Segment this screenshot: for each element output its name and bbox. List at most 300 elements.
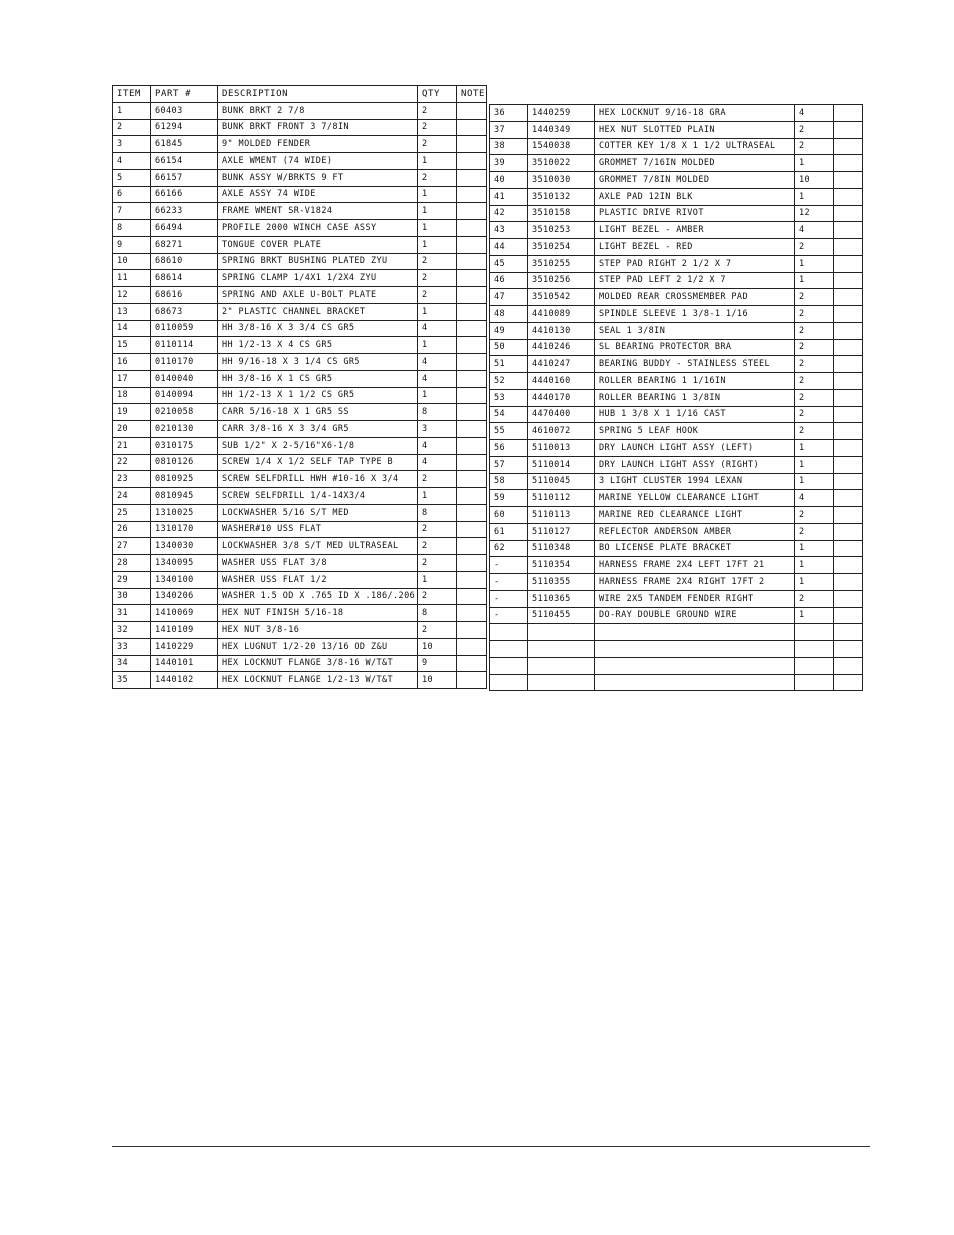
cell-item: - — [490, 557, 528, 574]
cell-item: 27 — [113, 538, 151, 555]
table-row — [113, 270, 487, 287]
cell-part-number: 68610 — [151, 253, 218, 270]
cell-note — [457, 638, 487, 655]
table-row — [490, 523, 863, 540]
cell-part-number: 5110348 — [528, 540, 595, 557]
table-row — [113, 672, 487, 689]
cell-description: GROMMET 7/16IN MOLDED — [595, 155, 795, 172]
cell-note — [457, 370, 487, 387]
table-row — [113, 119, 487, 136]
table-row — [490, 289, 863, 306]
cell-note — [834, 389, 863, 406]
cell-part-number: 0210130 — [151, 421, 218, 438]
cell-note — [834, 590, 863, 607]
table-row — [490, 574, 863, 591]
cell-part-number: 3510158 — [528, 205, 595, 222]
cell-description: LIGHT BEZEL - RED — [595, 239, 795, 256]
cell-note — [457, 538, 487, 555]
cell-description: SUB 1/2" X 2-5/16"X6-1/8 — [218, 437, 418, 454]
table-row — [113, 471, 487, 488]
cell-part-number: 3510254 — [528, 239, 595, 256]
cell-qty: 1 — [418, 387, 457, 404]
cell-item: 59 — [490, 490, 528, 507]
cell-item: 61 — [490, 523, 528, 540]
cell-item: 43 — [490, 222, 528, 239]
cell-description: HH 1/2-13 X 4 CS GR5 — [218, 337, 418, 354]
cell-note — [834, 239, 863, 256]
cell-item: 28 — [113, 555, 151, 572]
table-row — [113, 387, 487, 404]
cell-item: 40 — [490, 172, 528, 189]
cell-description: AXLE ASSY 74 WIDE — [218, 186, 418, 203]
cell-qty: 2 — [418, 270, 457, 287]
table-row — [490, 440, 863, 457]
cell-item: 10 — [113, 253, 151, 270]
cell-description: PLASTIC DRIVE RIVOT — [595, 205, 795, 222]
cell-description: DRY LAUNCH LIGHT ASSY (LEFT) — [595, 440, 795, 457]
cell-part-number: 66494 — [151, 220, 218, 237]
cell-part-number: 1410229 — [151, 638, 218, 655]
cell-part-number: 5110354 — [528, 557, 595, 574]
cell-part-number: 0110059 — [151, 320, 218, 337]
cell-item: 4 — [113, 153, 151, 170]
cell-note — [834, 222, 863, 239]
cell-item: 35 — [113, 672, 151, 689]
cell-qty: 1 — [795, 473, 834, 490]
cell-note — [457, 387, 487, 404]
cell-description: STEP PAD RIGHT 2 1/2 X 7 — [595, 255, 795, 272]
cell-item: 1 — [113, 102, 151, 119]
table-row — [113, 169, 487, 186]
cell-note — [834, 657, 863, 674]
cell-description: HEX LOCKNUT FLANGE 3/8-16 W/T&T — [218, 655, 418, 672]
cell-part-number — [528, 624, 595, 641]
table-row — [113, 555, 487, 572]
cell-item: 38 — [490, 138, 528, 155]
cell-note — [834, 289, 863, 306]
cell-qty: 2 — [795, 590, 834, 607]
cell-part-number: 0110114 — [151, 337, 218, 354]
table-row — [113, 220, 487, 237]
cell-qty: 1 — [418, 337, 457, 354]
cell-item: 62 — [490, 540, 528, 557]
cell-description: 3 LIGHT CLUSTER 1994 LEXAN — [595, 473, 795, 490]
cell-qty: 1 — [418, 571, 457, 588]
cell-note — [457, 169, 487, 186]
cell-qty: 2 — [418, 102, 457, 119]
cell-qty: 2 — [418, 169, 457, 186]
cell-item: 24 — [113, 488, 151, 505]
cell-part-number: 68271 — [151, 236, 218, 253]
cell-note — [834, 507, 863, 524]
cell-description: LIGHT BEZEL - AMBER — [595, 222, 795, 239]
cell-qty: 1 — [418, 488, 457, 505]
cell-item: 57 — [490, 456, 528, 473]
cell-item: 17 — [113, 370, 151, 387]
cell-part-number: 66233 — [151, 203, 218, 220]
cell-qty: 2 — [795, 239, 834, 256]
table-row — [113, 454, 487, 471]
cell-part-number: 4440160 — [528, 373, 595, 390]
table-header-row — [113, 86, 487, 103]
cell-description: ROLLER BEARING 1 3/8IN — [595, 389, 795, 406]
cell-description: COTTER KEY 1/8 X 1 1/2 ULTRASEAL — [595, 138, 795, 155]
table-row — [113, 521, 487, 538]
cell-part-number: 0810925 — [151, 471, 218, 488]
cell-part-number: 66157 — [151, 169, 218, 186]
cell-qty: 2 — [795, 138, 834, 155]
cell-part-number: 0140094 — [151, 387, 218, 404]
table-row — [113, 504, 487, 521]
cell-note — [834, 306, 863, 323]
cell-qty: 1 — [418, 153, 457, 170]
cell-item: 6 — [113, 186, 151, 203]
cell-qty: 4 — [795, 222, 834, 239]
cell-item: 20 — [113, 421, 151, 438]
cell-part-number: 1410109 — [151, 622, 218, 639]
cell-qty: 2 — [795, 121, 834, 138]
cell-note — [457, 337, 487, 354]
cell-item: 14 — [113, 320, 151, 337]
table-row — [113, 320, 487, 337]
table-row — [113, 404, 487, 421]
table-row — [490, 239, 863, 256]
cell-qty: 1 — [795, 440, 834, 457]
cell-item — [490, 641, 528, 658]
cell-part-number: 1440101 — [151, 655, 218, 672]
cell-description: AXLE WMENT (74 WIDE) — [218, 153, 418, 170]
cell-item: 23 — [113, 471, 151, 488]
left-table-body — [113, 102, 487, 688]
cell-qty: 12 — [795, 205, 834, 222]
cell-description: TONGUE COVER PLATE — [218, 236, 418, 253]
cell-qty: 2 — [795, 373, 834, 390]
cell-qty: 2 — [795, 406, 834, 423]
cell-description: SPINDLE SLEEVE 1 3/8-1 1/16 — [595, 306, 795, 323]
cell-part-number: 3510253 — [528, 222, 595, 239]
cell-qty: 1 — [795, 188, 834, 205]
cell-item: 36 — [490, 105, 528, 122]
cell-qty: 1 — [418, 303, 457, 320]
cell-qty: 2 — [795, 356, 834, 373]
cell-qty: 2 — [418, 538, 457, 555]
cell-qty: 2 — [418, 136, 457, 153]
cell-description: SCREW SELFDRILL 1/4-14X3/4 — [218, 488, 418, 505]
cell-note — [834, 574, 863, 591]
cell-note — [457, 672, 487, 689]
cell-description: HEX LUGNUT 1/2-20 13/16 OD Z&U — [218, 638, 418, 655]
cell-item: 34 — [113, 655, 151, 672]
cell-note — [457, 320, 487, 337]
cell-item: 45 — [490, 255, 528, 272]
cell-part-number: 66166 — [151, 186, 218, 203]
cell-item: 22 — [113, 454, 151, 471]
cell-description — [595, 641, 795, 658]
cell-note — [834, 121, 863, 138]
cell-description: HEX LOCKNUT 9/16-18 GRA — [595, 105, 795, 122]
cell-item: 49 — [490, 322, 528, 339]
cell-description: SPRING BRKT BUSHING PLATED ZYU — [218, 253, 418, 270]
cell-note — [457, 655, 487, 672]
table-row — [490, 373, 863, 390]
table-row — [490, 155, 863, 172]
cell-item — [490, 674, 528, 691]
parts-list-table-right — [489, 104, 863, 691]
cell-note — [457, 437, 487, 454]
cell-part-number: 5110365 — [528, 590, 595, 607]
cell-part-number — [528, 674, 595, 691]
cell-item: 11 — [113, 270, 151, 287]
cell-description: MARINE RED CLEARANCE LIGHT — [595, 507, 795, 524]
cell-note — [834, 188, 863, 205]
table-row — [490, 473, 863, 490]
cell-note — [834, 373, 863, 390]
cell-note — [834, 339, 863, 356]
cell-item: 3 — [113, 136, 151, 153]
table-row — [113, 102, 487, 119]
cell-part-number: 0810945 — [151, 488, 218, 505]
cell-note — [457, 136, 487, 153]
cell-qty: 2 — [795, 523, 834, 540]
cell-qty: 2 — [795, 339, 834, 356]
cell-item: 39 — [490, 155, 528, 172]
cell-description: HH 3/8-16 X 3 3/4 CS GR5 — [218, 320, 418, 337]
cell-qty: 1 — [418, 236, 457, 253]
cell-description — [595, 674, 795, 691]
cell-part-number: 61845 — [151, 136, 218, 153]
cell-note — [457, 270, 487, 287]
cell-description: CARR 5/16-18 X 1 GR5 SS — [218, 404, 418, 421]
cell-item: 52 — [490, 373, 528, 390]
cell-note — [457, 588, 487, 605]
cell-note — [457, 421, 487, 438]
table-row — [490, 657, 863, 674]
cell-description: WASHER#10 USS FLAT — [218, 521, 418, 538]
cell-description: DRY LAUNCH LIGHT ASSY (RIGHT) — [595, 456, 795, 473]
cell-qty: 2 — [795, 306, 834, 323]
cell-item: 7 — [113, 203, 151, 220]
cell-item: 48 — [490, 306, 528, 323]
table-row — [113, 370, 487, 387]
cell-note — [457, 571, 487, 588]
cell-part-number: 5110355 — [528, 574, 595, 591]
cell-description: HH 9/16-18 X 3 1/4 CS GR5 — [218, 354, 418, 371]
cell-note — [834, 523, 863, 540]
cell-part-number: 0810126 — [151, 454, 218, 471]
cell-item: 32 — [113, 622, 151, 639]
cell-item: 2 — [113, 119, 151, 136]
table-row — [490, 339, 863, 356]
cell-part-number: 4470400 — [528, 406, 595, 423]
cell-qty: 2 — [418, 555, 457, 572]
cell-note — [457, 102, 487, 119]
cell-description: REFLECTOR ANDERSON AMBER — [595, 523, 795, 540]
cell-item: 25 — [113, 504, 151, 521]
cell-item: 44 — [490, 239, 528, 256]
cell-part-number — [528, 641, 595, 658]
cell-description: BEARING BUDDY - STAINLESS STEEL — [595, 356, 795, 373]
table-row — [113, 186, 487, 203]
cell-item: 47 — [490, 289, 528, 306]
cell-qty — [795, 657, 834, 674]
table-row — [490, 356, 863, 373]
cell-part-number: 1440102 — [151, 672, 218, 689]
cell-part-number: 0310175 — [151, 437, 218, 454]
cell-part-number: 0140040 — [151, 370, 218, 387]
table-row — [113, 337, 487, 354]
cell-description: HEX NUT 3/8-16 — [218, 622, 418, 639]
table-row — [490, 490, 863, 507]
cell-note — [834, 423, 863, 440]
cell-note — [834, 557, 863, 574]
cell-item: 5 — [113, 169, 151, 186]
cell-part-number: 4610072 — [528, 423, 595, 440]
cell-part-number: 5110127 — [528, 523, 595, 540]
cell-item: 56 — [490, 440, 528, 457]
cell-item: 46 — [490, 272, 528, 289]
cell-qty: 2 — [418, 622, 457, 639]
cell-qty: 10 — [418, 638, 457, 655]
cell-note — [457, 119, 487, 136]
table-row — [113, 203, 487, 220]
table-row — [490, 423, 863, 440]
table-row — [113, 421, 487, 438]
cell-note — [834, 456, 863, 473]
cell-qty: 4 — [418, 370, 457, 387]
cell-description: PROFILE 2000 WINCH CASE ASSY — [218, 220, 418, 237]
table-row — [113, 655, 487, 672]
cell-description: SCREW SELFDRILL HWH #10-16 X 3/4 — [218, 471, 418, 488]
table-row — [490, 641, 863, 658]
cell-part-number: 5110013 — [528, 440, 595, 457]
cell-part-number: 4410246 — [528, 339, 595, 356]
table-row — [490, 406, 863, 423]
cell-item: 55 — [490, 423, 528, 440]
cell-item: 50 — [490, 339, 528, 356]
cell-part-number: 1340095 — [151, 555, 218, 572]
cell-part-number: 1410069 — [151, 605, 218, 622]
cell-description: 9" MOLDED FENDER — [218, 136, 418, 153]
cell-item: 12 — [113, 287, 151, 304]
table-row — [490, 507, 863, 524]
cell-qty: 2 — [418, 287, 457, 304]
cell-part-number: 1310025 — [151, 504, 218, 521]
table-row — [113, 136, 487, 153]
table-row — [113, 538, 487, 555]
table-row — [490, 624, 863, 641]
cell-note — [457, 488, 487, 505]
cell-note — [457, 287, 487, 304]
cell-description — [595, 657, 795, 674]
cell-item: 54 — [490, 406, 528, 423]
table-row — [113, 437, 487, 454]
cell-item: 29 — [113, 571, 151, 588]
cell-part-number: 1340206 — [151, 588, 218, 605]
cell-note — [834, 440, 863, 457]
cell-note — [457, 303, 487, 320]
cell-qty: 8 — [418, 404, 457, 421]
cell-part-number: 68673 — [151, 303, 218, 320]
cell-note — [834, 155, 863, 172]
cell-qty: 1 — [795, 557, 834, 574]
cell-note — [834, 138, 863, 155]
cell-part-number: 3510132 — [528, 188, 595, 205]
table-row — [113, 638, 487, 655]
cell-description: BUNK BRKT 2 7/8 — [218, 102, 418, 119]
table-row — [490, 188, 863, 205]
cell-part-number: 1310170 — [151, 521, 218, 538]
cell-qty: 4 — [418, 454, 457, 471]
cell-part-number: 5110112 — [528, 490, 595, 507]
cell-note — [834, 607, 863, 624]
table-row — [490, 456, 863, 473]
cell-item: 33 — [113, 638, 151, 655]
cell-description: SPRING 5 LEAF HOOK — [595, 423, 795, 440]
cell-part-number: 60403 — [151, 102, 218, 119]
cell-part-number: 1540038 — [528, 138, 595, 155]
cell-part-number: 5110045 — [528, 473, 595, 490]
table-row — [113, 588, 487, 605]
cell-item: 8 — [113, 220, 151, 237]
cell-item: 58 — [490, 473, 528, 490]
cell-part-number: 61294 — [151, 119, 218, 136]
cell-part-number: 3510542 — [528, 289, 595, 306]
cell-qty: 8 — [418, 504, 457, 521]
cell-description: HARNESS FRAME 2X4 RIGHT 17FT 2 — [595, 574, 795, 591]
cell-item: 9 — [113, 236, 151, 253]
table-row — [113, 571, 487, 588]
cell-description: GROMMET 7/8IN MOLDED — [595, 172, 795, 189]
cell-note — [457, 504, 487, 521]
cell-qty: 9 — [418, 655, 457, 672]
cell-qty — [795, 674, 834, 691]
cell-description: MOLDED REAR CROSSMEMBER PAD — [595, 289, 795, 306]
cell-item: 26 — [113, 521, 151, 538]
cell-item: - — [490, 574, 528, 591]
cell-description — [595, 624, 795, 641]
parts-list-table-left — [112, 85, 487, 689]
table-row — [490, 272, 863, 289]
table-row — [490, 255, 863, 272]
cell-item: 30 — [113, 588, 151, 605]
cell-item: 18 — [113, 387, 151, 404]
header-item: ITEM — [113, 86, 151, 103]
table-row — [490, 540, 863, 557]
cell-description: LOCKWASHER 3/8 S/T MED ULTRASEAL — [218, 538, 418, 555]
cell-part-number: 5110113 — [528, 507, 595, 524]
table-row — [490, 222, 863, 239]
footer-divider — [112, 1146, 870, 1147]
cell-part-number: 5110014 — [528, 456, 595, 473]
cell-note — [457, 622, 487, 639]
cell-part-number: 5110455 — [528, 607, 595, 624]
table-row — [113, 153, 487, 170]
table-row — [490, 557, 863, 574]
cell-note — [834, 272, 863, 289]
cell-note — [834, 205, 863, 222]
cell-description: SL BEARING PROTECTOR BRA — [595, 339, 795, 356]
table-row — [490, 306, 863, 323]
cell-part-number: 66154 — [151, 153, 218, 170]
cell-part-number: 3510255 — [528, 255, 595, 272]
cell-description: WASHER USS FLAT 3/8 — [218, 555, 418, 572]
cell-item — [490, 657, 528, 674]
table-row — [113, 303, 487, 320]
cell-part-number: 1340030 — [151, 538, 218, 555]
cell-qty: 8 — [418, 605, 457, 622]
table-row — [490, 205, 863, 222]
cell-description: FRAME WMENT SR-V1824 — [218, 203, 418, 220]
